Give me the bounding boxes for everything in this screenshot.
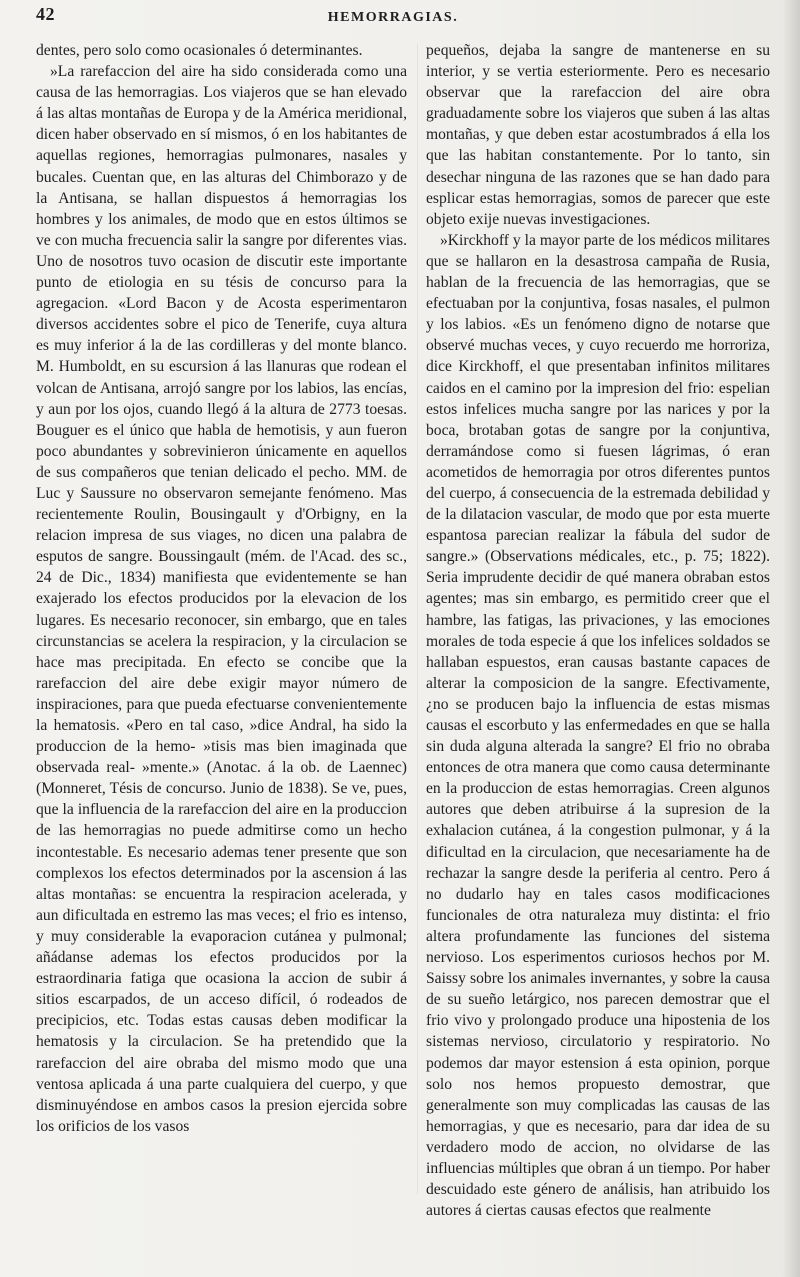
running-head: HEMORRAGIAS. <box>327 10 459 25</box>
right-paragraph-2: »Kirckhoff y la mayor parte de los médicos militares que se hallaron en la desastrosa campaña de Rusia, hablan de la frecuencia de las hemorragias, que se efectuaban por la conjuntiva, fosas nasales, el pulmon y los labios. «Es un fenómeno digno de notarse que observé muchas veces, y cuyo recuerdo me horroriza, dice Kirckhoff, el que presentaban infinitos militares caidos en el camino por la impresion del frio: espelian estos infelices mucha sangre por las narices y por la boca, brotaban gotas de sangre por la conjuntiva, derramándose como si fuesen lágrimas, ó eran acometidos de hemorragia por otros diferentes puntos del cuerpo, á consecuencia de la estremada debilidad y de la dilatacion vascular, de modo que por esta muerte espantosa parecian realizar la fábula del sudor de sangre.» (Observations médicales, etc., p. 75; 1822). Seria imprudente decidir de qué manera obraban estos agentes; mas sin embargo, es permitido creer que el hambre, las fatigas, las privaciones, y las emociones morales de toda especie á que los infelices soldados se hallaban espuestos, eran causas bastante capaces de alterar la composicion de la sangre. Efectivamente, ¿no se producen bajo la influencia de estas mismas causas el escorbuto y las enfermedades en que se halla sin duda alguna alterada la sangre? El frio no obraba entonces de otra manera que como causa determinante en la produccion de estas hemorragias. Creen algunos autores que deben atribuirse á la supresion de la exhalacion cutánea, á la congestion pulmonar, y á la dificultad en la circulacion, que necesariamente ha de rechazar la sangre desde la periferia al centro. Pero á no dudarlo hay en tales casos modificaciones funcionales de otra naturaleza muy distinta: el frio altera profundamente las funciones del sistema nervioso. Los esperimentos curiosos hechos por M. Saissy sobre los animales invernantes, y sobre la causa de su sueño letárgico, nos parecen demostrar que el frio vivo y prolongado produce una hipostenia de los sistemas nervioso, circulatorio y respiratorio. No podemos dar mayor estension á esta opinion, porque solo nos hemos propuesto demostrar, que generalmente son muy complicadas las causas de las hemorragias, y que es necesario, para dar idea de su verdadero modo de accion, no olvidarse de las influencias múltiples que obran á un tiempo. Por haber descuidado este género de análisis, han atribuido los autores á ciertas causas efectos que realmente <box>426 231 770 1220</box>
page-header <box>36 4 750 30</box>
left-paragraph-1: dentes, pero solo como ocasionales ó determinantes. <box>36 42 363 59</box>
right-paragraph-1: pequeños, dejaba la sangre de mantenerse en su interior, y se vertia esteriormente. Pero es necesario observar que la rarefaccion del aire obra graduadamente sobre los viajeros que suben á las altas montañas, y que deben estar acostumbrados á ella los que las habitan constantemente. Por lo tanto, sin desechar ninguna de las razones que se han dado para esplicar estas hemorragias, somos de parecer que este objeto exije nuevas investigaciones. <box>426 42 770 228</box>
left-paragraph-2: »La rarefaccion del aire ha sido considerada como una causa de las hemorragias. Los viajeros que se han elevado á las altas montañas de Europa y de la América meridional, dicen haber observado en sí mismos, ó en los habitantes de aquellas regiones, hemorragias pulmonares, nasales y bucales. Cuentan que, en las alturas del Chimborazo y de la Antisana, se hallan dispuestos á hemorragias los hombres y los animales, de modo que en estos últimos se ve con mucha frecuencia salir la sangre por diferentes vias. Uno de nosotros tuvo ocasion de discutir este importante punto de etiologia en su tésis de concurso para la agregacion. «Lord Bacon y de Acosta esperimentaron diversos accidentes sobre el pico de Tenerife, cuya altura es muy inferior á la de las cordilleras y del monte blanco. M. Humboldt, en su escursion á las llanuras que rodean el volcan de Antisana, arrojó sangre por los labios, las encías, y aun por los ojos, cuando llegó á la altura de 2773 toesas. Bouguer es el único que habla de hemotisis, y aun fueron poco abundantes y sobrevinieron únicamente en aquellos de sus compañeros que tenian delicado el pecho. MM. de Luc y Saussure no observaron semejante fenómeno. Mas recientemente Roulin, Bousingault y d'Orbigny, en la relacion impresa de sus viages, no dicen una palabra de esputos de sangre. Boussingault (mém. de l'Acad. des sc., 24 de Dic., 1834) manifiesta que evidentemente se han exajerado los efectos producidos por la elevacion de los lugares. Es necesario reconocer, sin embargo, que en tales circunstancias se acelera la respiracion, y la circulacion se hace mas precipitada. En efecto se concibe que la rarefaccion del aire debe exigir mayor número de inspiraciones, para que pueda efectuarse convenientemente la hematosis. «Pero en tal caso, »dice Andral, ha sido la produccion de la hemo- »tisis mas bien imaginada que observada real- »mente.» (Anotac. á la ob. de Laennec) (Monneret, Tésis de concurso. Junio de 1838). Se ve, pues, que la influencia de la rarefaccion del aire en la produccion de las hemorragias no puede admitirse como un hecho incontestable. Es necesario ademas tener presente que son complexos los efectos determinados por la ascension á las altas montañas: se encuentra la respiracion acelerada, y aun dificultada en estremo las mas veces; el frio es intenso, y muy considerable la evaporacion cutánea y pulmonal; añádanse ademas los efectos producidos por la estraordinaria fatiga que ocasiona la accion de subir á sitios escarpados, de un acceso difícil, ó rodeados de precipicios, etc. Todas estas causas deben modificar la hematosis y la circulacion. Se ha pretendido que la rarefaccion del aire obraba del mismo modo que una ventosa aplicada á una parte cualquiera del cuerpo, y que disminuyéndose en ambos casos la presion ejercida sobre los orificios de los vasos <box>36 63 407 1135</box>
left-column <box>36 40 407 1137</box>
right-column <box>426 40 770 1221</box>
page-number: 42 <box>36 4 55 24</box>
page-edge-shadow <box>782 0 800 1277</box>
column-gutter <box>417 44 418 1194</box>
